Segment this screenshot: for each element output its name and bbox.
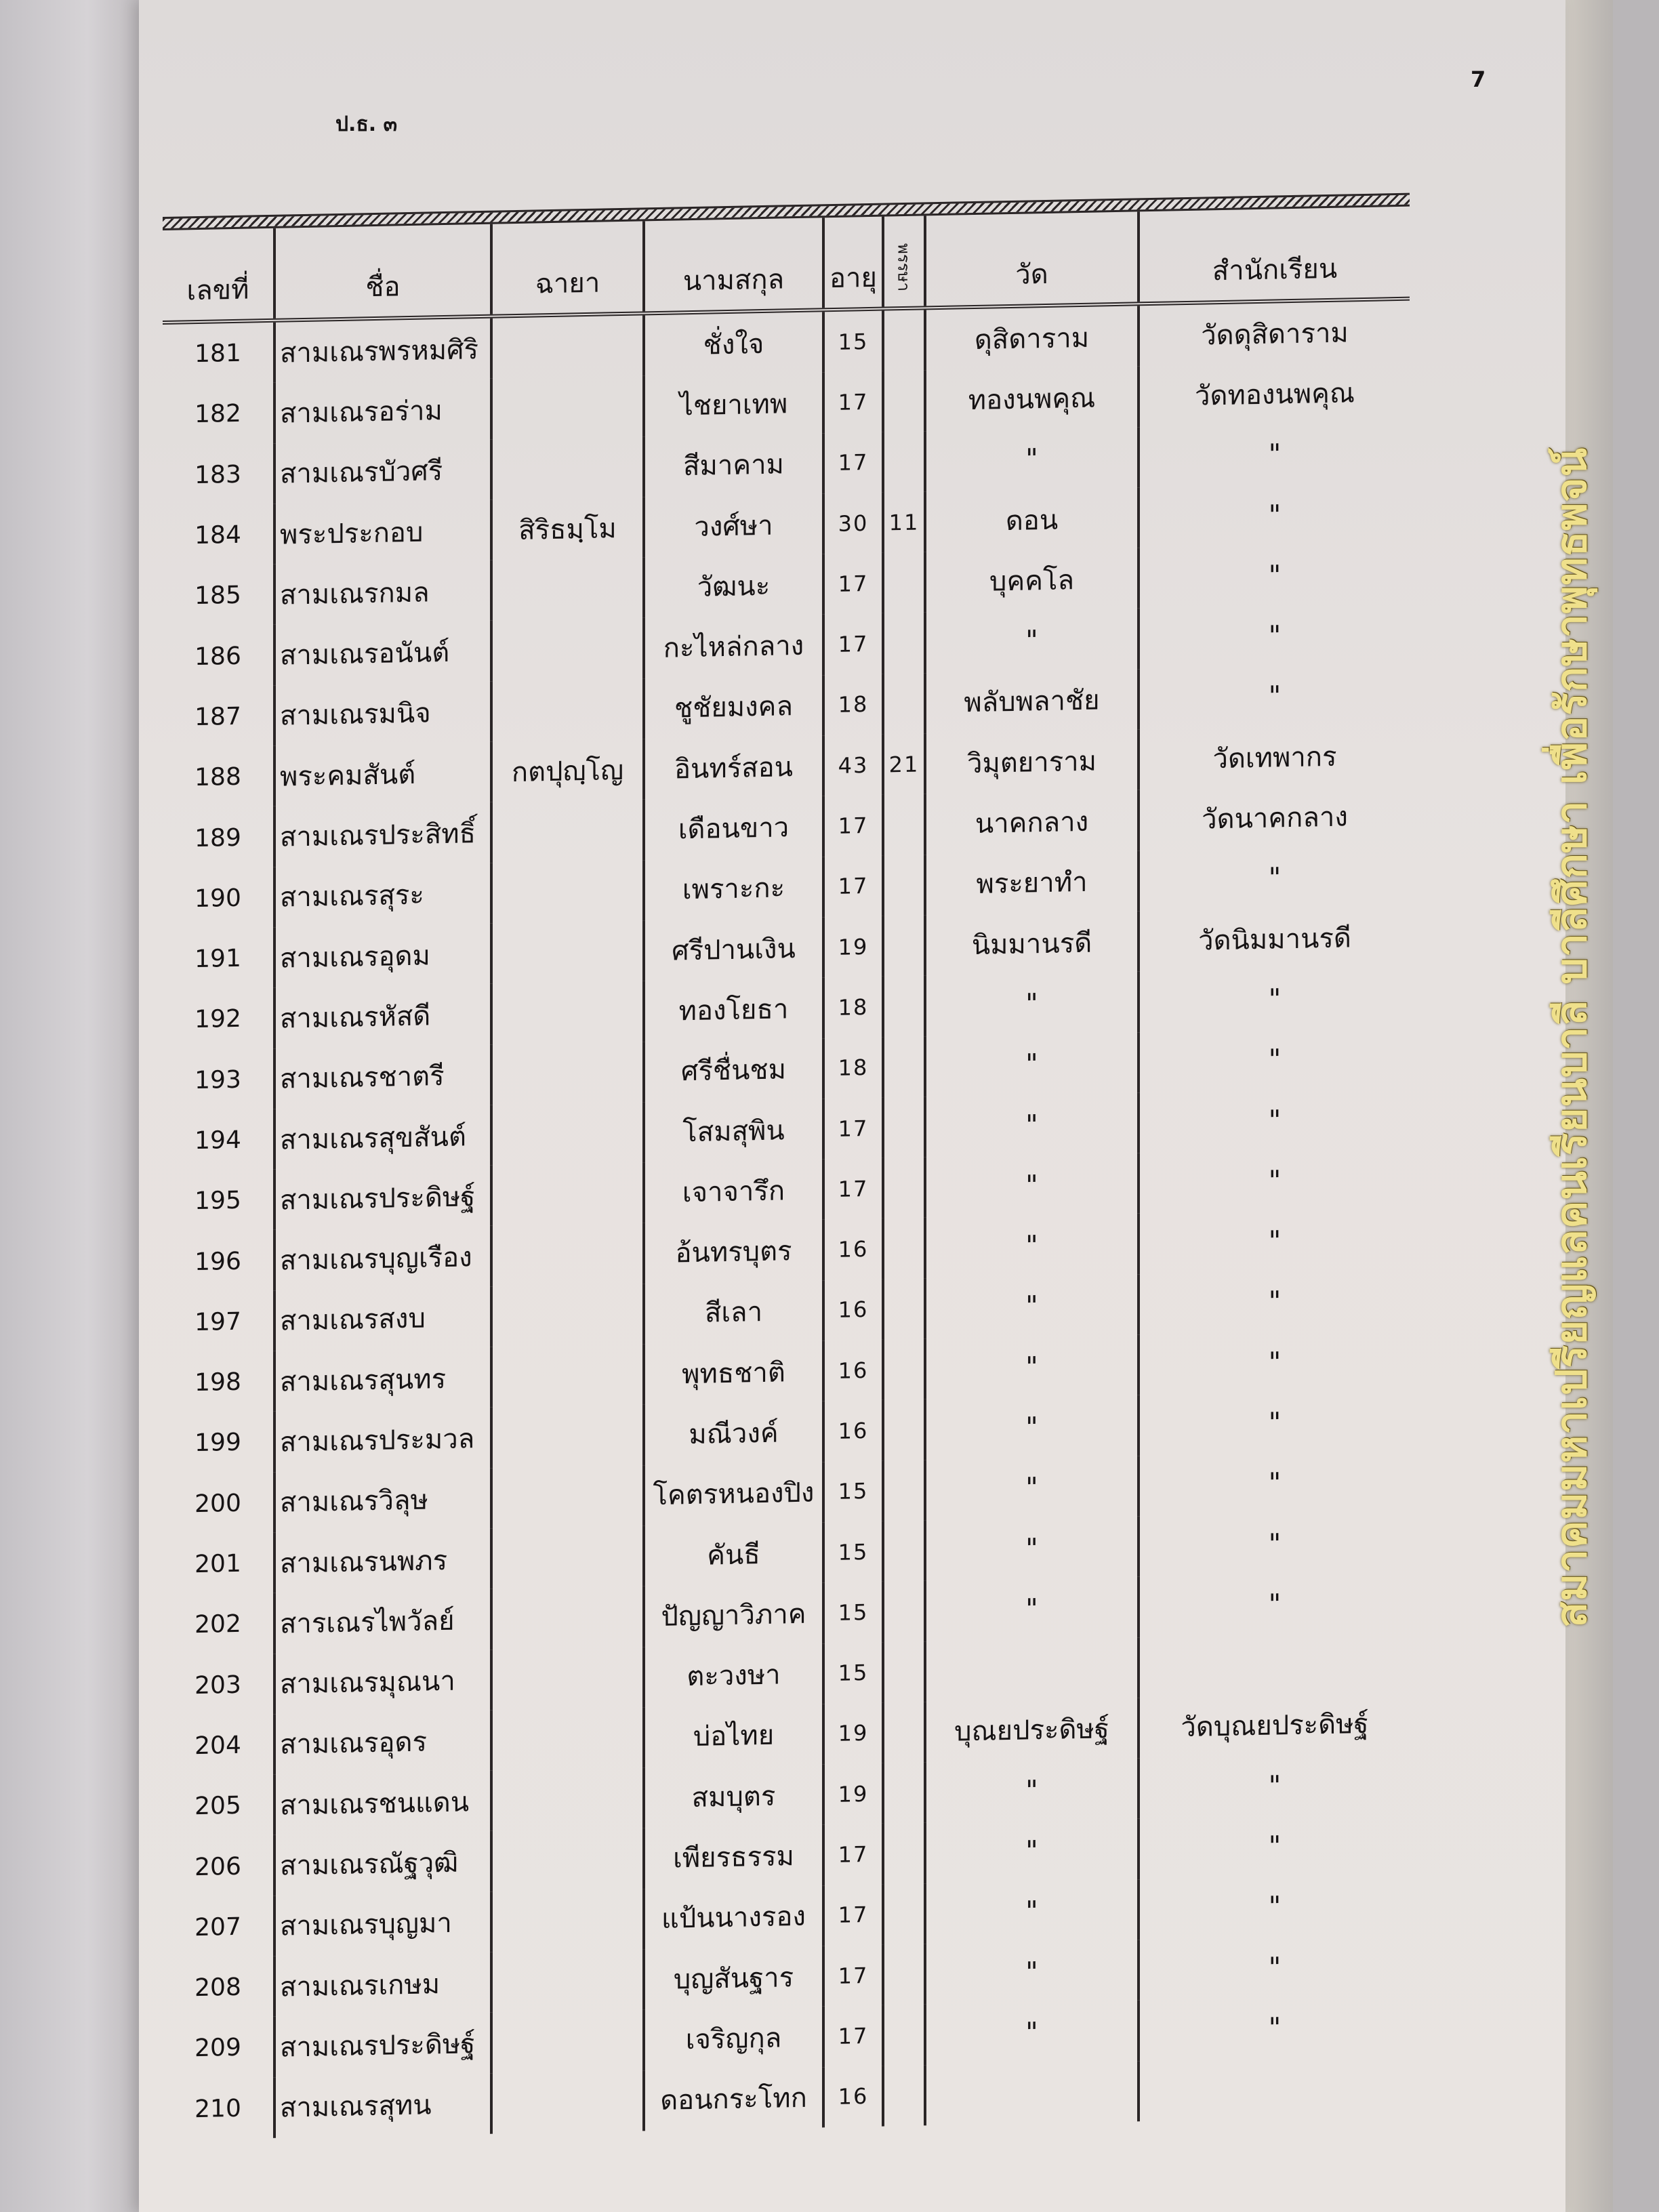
cell-chaya [491,1223,644,1287]
register-table [163,193,1410,2140]
cell-no: 187 [194,702,241,732]
cell-school [1139,2055,1410,2121]
cell-school: วัดทองนพคุณ [1139,361,1410,427]
cell-school: " [1139,1148,1410,1214]
cell-age: 16 [823,1218,883,1280]
cell-no: 186 [194,642,241,671]
cell-age: 18 [823,977,883,1038]
cell-chaya [491,313,644,379]
cell-age: 17 [823,553,883,615]
cell-school: " [1139,1208,1410,1274]
cell-phansa [883,1218,925,1279]
cell-wat: " [925,1214,1139,1278]
cell-chaya [491,1525,644,1589]
cell-name: สามเณรอุดร [274,1711,491,1775]
cell-no: 195 [194,1187,241,1216]
cell-chaya [491,558,644,621]
header-code: ป.ธ. ๓ [335,112,398,136]
cell-age: 15 [823,1460,883,1522]
cell-phansa [883,673,925,734]
cell-wat: " [925,1334,1139,1399]
cell-phansa [883,371,925,432]
cell-school: " [1139,1511,1410,1577]
cell-wat: " [925,1395,1139,1460]
cell-wat: " [925,427,1139,491]
cell-no: 202 [194,1610,241,1639]
cell-chaya [491,1889,644,1952]
cell-no: 194 [194,1126,241,1155]
header-name: ชื่อ [274,224,491,321]
cell-school: " [1139,603,1410,669]
cell-surname: เพราะกะ [644,857,823,920]
cell-phansa [883,2065,925,2126]
cell-age: 19 [823,1702,883,1764]
cell-wat: พลับพลาชัย [925,669,1139,733]
cell-school: " [1139,1450,1410,1516]
cell-no: 185 [194,581,241,611]
header-no: เลขที่ [163,228,274,323]
cell-wat: " [925,1758,1139,1822]
cell-name: สามเณรณัฐวุฒิ [274,1831,491,1896]
cell-school: " [1139,1390,1410,1456]
cell-age: 19 [823,1763,883,1825]
cell-name: สามเณรสุขสันต์ [274,1105,491,1170]
cell-age: 17 [823,1884,883,1946]
cell-name: พระประกอบ [274,500,491,565]
cell-chaya [491,860,644,924]
cell-phansa [883,1883,925,1944]
cell-age: 17 [823,371,883,433]
table-body [163,299,1410,2140]
cell-school: " [1139,422,1410,487]
cell-surname: ไชยาเทพ [644,373,823,436]
cell-age: 17 [823,1824,883,1885]
header-chaya: ฉายา [491,221,644,316]
results-table [163,207,1410,2140]
cell-wat: นิมมานรดี [925,911,1139,975]
cell-surname: อินทร์สอน [644,735,823,799]
cell-age: 17 [823,613,883,675]
cell-school: " [1139,1088,1410,1153]
cell-chaya: สิริธมฺโม [491,497,644,560]
cell-name: สามเณรชาตรี [274,1044,491,1109]
cell-wat: ดอน [925,487,1139,552]
header-age: อายุ [823,217,883,310]
cell-no: 205 [194,1792,241,1821]
cell-phansa [883,1158,925,1218]
cell-surname: กะไหล่กลาง [644,615,823,678]
cell-name: สามเณรอร่าม [274,379,491,443]
cell-phansa [883,308,925,371]
cell-chaya [491,1707,644,1771]
cell-surname: เพียรธรรม [644,1825,823,1889]
cell-chaya [491,1102,644,1166]
cell-name: สามเณรอุดม [274,924,491,988]
watermark-text: สมาคมมหาเปรียญแลคนเรียนบาลี บาลีศึกษา เพื่อรักษาพุทธพจน์ [1547,447,1596,1628]
cell-school: วัดนิมมานรดี [1139,906,1410,972]
cell-school: วัดดุสิดาราม [1139,299,1410,367]
cell-phansa [883,1520,925,1581]
cell-chaya [491,1465,644,1529]
cell-age: 18 [823,674,883,735]
cell-name: สามเณรอนันต์ [274,621,491,685]
cell-wat: " [925,1456,1139,1520]
cell-surname: บ่อไทย [644,1704,823,1767]
cell-surname: ทองโยธา [644,978,823,1042]
cell-chaya [491,376,644,440]
cell-name: สามเณรมุณนา [274,1650,491,1714]
cell-surname: ชั่งใจ [644,310,823,375]
cell-school: " [1139,1814,1410,1879]
cell-school: " [1139,966,1410,1032]
cell-surname: สีเลา [644,1280,823,1344]
cell-age: 19 [823,916,883,978]
cell-name: สามเณรเกษม [274,1952,491,2017]
cell-no: 209 [194,2034,241,2063]
cell-school: " [1139,1753,1410,1819]
cell-phansa [883,976,925,1037]
cell-surname: ปัญญาวิภาค [644,1583,823,1647]
cell-name: สามเณรประดิษฐ์ [274,1166,491,1230]
header-phansa [883,216,925,308]
cell-surname: บุญสันฐาร [644,1946,823,2009]
cell-age: 15 [823,1642,883,1704]
cell-wat: " [925,1940,1139,2004]
header-wat: วัด [925,211,1139,308]
cell-phansa [883,1944,925,2005]
cell-no: 181 [194,339,241,369]
facing-page [0,0,146,2212]
cell-school: " [1139,1995,1410,2061]
cell-school: " [1139,845,1410,911]
cell-wat: " [925,972,1139,1036]
cell-no: 188 [194,762,241,792]
cell-no: 203 [194,1671,241,1700]
header-phansa-label: พรรษา [894,243,914,292]
cell-surname: ศรีปานเงิน [644,917,823,981]
cell-surname: คันธี [644,1522,823,1586]
cell-surname: ดอนกระโทก [644,2067,823,2131]
cell-phansa: 21 [883,733,925,794]
cell-phansa [883,1460,925,1521]
cell-age: 16 [823,2066,883,2127]
cell-no: 182 [194,400,241,429]
cell-name: สามเณรพรหมศิริ [274,316,491,383]
cell-chaya [491,1163,644,1227]
cell-school: " [1139,1572,1410,1637]
cell-age: 17 [823,2005,883,2067]
cell-phansa [883,1338,925,1399]
cell-surname: ตะวงษา [644,1643,823,1707]
cell-surname: มณีวงค์ [644,1401,823,1465]
cell-name: สามเณรกมล [274,560,491,625]
cell-no: 200 [194,1489,241,1518]
cell-no: 201 [194,1549,241,1579]
cell-name: สามเณรบัวศรี [274,439,491,504]
cell-wat: " [925,609,1139,673]
cell-wat: " [925,1092,1139,1157]
cell-wat: พระยาทำ [925,851,1139,915]
cell-no: 196 [194,1247,241,1276]
cell-surname: เดือนขาว [644,796,823,860]
cell-phansa [883,855,925,916]
cell-phansa [883,1581,925,1642]
cell-chaya [491,1767,644,1831]
cell-wat: " [925,1879,1139,1944]
cell-age: 17 [823,1945,883,2007]
cell-wat: บุคคโล [925,548,1139,613]
cell-phansa [883,552,925,613]
cell-school: " [1139,1027,1410,1092]
cell-no: 206 [194,1852,241,1881]
cell-chaya [491,1949,644,2013]
cell-school: " [1139,1874,1410,1940]
cell-no: 189 [194,823,241,853]
cell-wat: บุณยประดิษฐ์ [925,1698,1139,1762]
cell-age: 43 [823,735,883,796]
cell-chaya [491,618,644,682]
cell-school: วัดนาคกลาง [1139,785,1410,851]
cell-no: 204 [194,1731,241,1761]
cell-no: 198 [194,1368,241,1397]
cell-phansa [883,2005,925,2066]
page-number: 7 [1471,66,1486,92]
cell-phansa [883,613,925,674]
cell-age: 17 [823,855,883,917]
cell-chaya [491,1828,644,1892]
cell-name: พระคมสันต์ [274,742,491,806]
header-school: สำนักเรียน [1139,207,1410,304]
cell-wat [925,1637,1139,1702]
cell-chaya [491,920,644,984]
cell-name: สารเณรไพวัลย์ [274,1589,491,1654]
cell-wat: " [925,1819,1139,1883]
cell-phansa [883,1702,925,1763]
cell-surname: ศรีชื่นชม [644,1038,823,1102]
cell-name: สามเณรวิลุษ [274,1468,491,1532]
cell-phansa [883,1278,925,1339]
cell-wat: " [925,2001,1139,2065]
cell-no: 199 [194,1429,241,1458]
cell-no: 208 [194,1973,241,2003]
cell-surname: สมบุตร [644,1764,823,1828]
cell-school: " [1139,1935,1410,2001]
cell-chaya [491,678,644,742]
cell-name: สามเณรประสิทธิ์ [274,802,491,867]
cell-name: สามเณรนพภร [274,1529,491,1593]
cell-no: 183 [194,460,241,489]
cell-phansa [883,1763,925,1824]
cell-phansa [883,1399,925,1460]
cell-surname: แป้นนางรอง [644,1885,823,1949]
cell-no: 193 [194,1065,241,1094]
cell-age: 17 [823,795,883,857]
cell-wat: " [925,1274,1139,1338]
cell-wat: " [925,1577,1139,1641]
cell-surname: เจาจารึก [644,1159,823,1223]
cell-age: 16 [823,1340,883,1401]
cell-age: 17 [823,432,883,493]
cell-wat [925,2061,1139,2125]
cell-surname: โคตรหนองปิง [644,1462,823,1525]
cell-phansa: 11 [883,491,925,552]
cell-no: 207 [194,1912,241,1942]
cell-phansa [883,915,925,976]
cell-chaya [491,1042,644,1105]
cell-school: วัดบุณยประดิษฐ์ [1139,1692,1410,1758]
header-surname: นามสกุล [644,218,823,313]
cell-chaya [491,1284,644,1347]
cell-no: 191 [194,944,241,974]
cell-name: สามเณรสงบ [274,1286,491,1351]
cell-chaya: กตปุญฺโญ [491,739,644,802]
cell-wat: ดุสิดาราม [925,304,1139,370]
cell-phansa [883,431,925,492]
cell-surname: สีมาคาม [644,433,823,497]
cell-phansa [883,1823,925,1884]
cell-chaya [491,981,644,1045]
cell-no: 184 [194,520,241,550]
cell-surname: ชูชัยมงคล [644,675,823,739]
cell-school: " [1139,543,1410,609]
cell-name: สามเณรสุนทร [274,1347,491,1412]
cell-wat: " [925,1153,1139,1218]
cell-surname: เจริญกุล [644,2007,823,2070]
cell-phansa [883,794,925,855]
cell-name: สามเณรสุระ [274,863,491,927]
cell-surname: พุทธชาติ [644,1340,823,1404]
cell-name: สามเณรสุทน [274,2073,491,2137]
cell-wat: นาคกลาง [925,790,1139,855]
cell-surname: วัฒนะ [644,554,823,617]
cell-name: สามเณรประดิษฐ์ [274,2013,491,2077]
cell-name: สามเณรบุญมา [274,1891,491,1956]
cell-no: 190 [194,884,241,913]
cell-name: สามเณรหัสดี [274,984,491,1048]
cell-chaya [491,1405,644,1469]
cell-school: " [1139,1330,1410,1395]
cell-wat: " [925,1516,1139,1580]
cell-surname: อ้นทรบุตร [644,1220,823,1284]
cell-school [1139,1632,1410,1698]
cell-school: " [1139,1269,1410,1334]
cell-name: สามเณรบุญเรือง [274,1226,491,1290]
cell-chaya [491,436,644,500]
cell-no: 210 [194,2094,241,2123]
cell-age: 16 [823,1279,883,1340]
cell-name: สามเณรประมวล [274,1408,491,1472]
cell-chaya [491,2070,644,2134]
cell-phansa [883,1641,925,1702]
cell-phansa [883,1036,925,1097]
cell-chaya [491,800,644,863]
cell-age: 15 [823,309,883,373]
cell-chaya [491,1647,644,1711]
cell-age: 15 [823,1521,883,1583]
cell-wat: " [925,1032,1139,1097]
cell-age: 30 [823,492,883,554]
cell-chaya [491,1586,644,1650]
cell-school: " [1139,663,1410,729]
cell-age: 16 [823,1400,883,1462]
cell-age: 17 [823,1097,883,1159]
cell-age: 18 [823,1037,883,1099]
cell-school: " [1139,483,1410,548]
cell-age: 15 [823,1582,883,1643]
cell-age: 17 [823,1158,883,1220]
cell-wat: ทองนพคุณ [925,367,1139,431]
cell-wat: วิมุตยาราม [925,729,1139,794]
cell-phansa [883,1097,925,1158]
cell-surname: วงศ์ษา [644,493,823,557]
cell-no: 192 [194,1005,241,1034]
cell-chaya [491,1344,644,1408]
cell-school: วัดเทพากร [1139,724,1410,790]
cell-name: สามเณรมนิจ [274,681,491,745]
cell-name: สามเณรชนแดน [274,1771,491,1835]
cell-chaya [491,2010,644,2074]
cell-surname: โสมสุพิน [644,1099,823,1162]
cell-no: 197 [194,1307,241,1336]
